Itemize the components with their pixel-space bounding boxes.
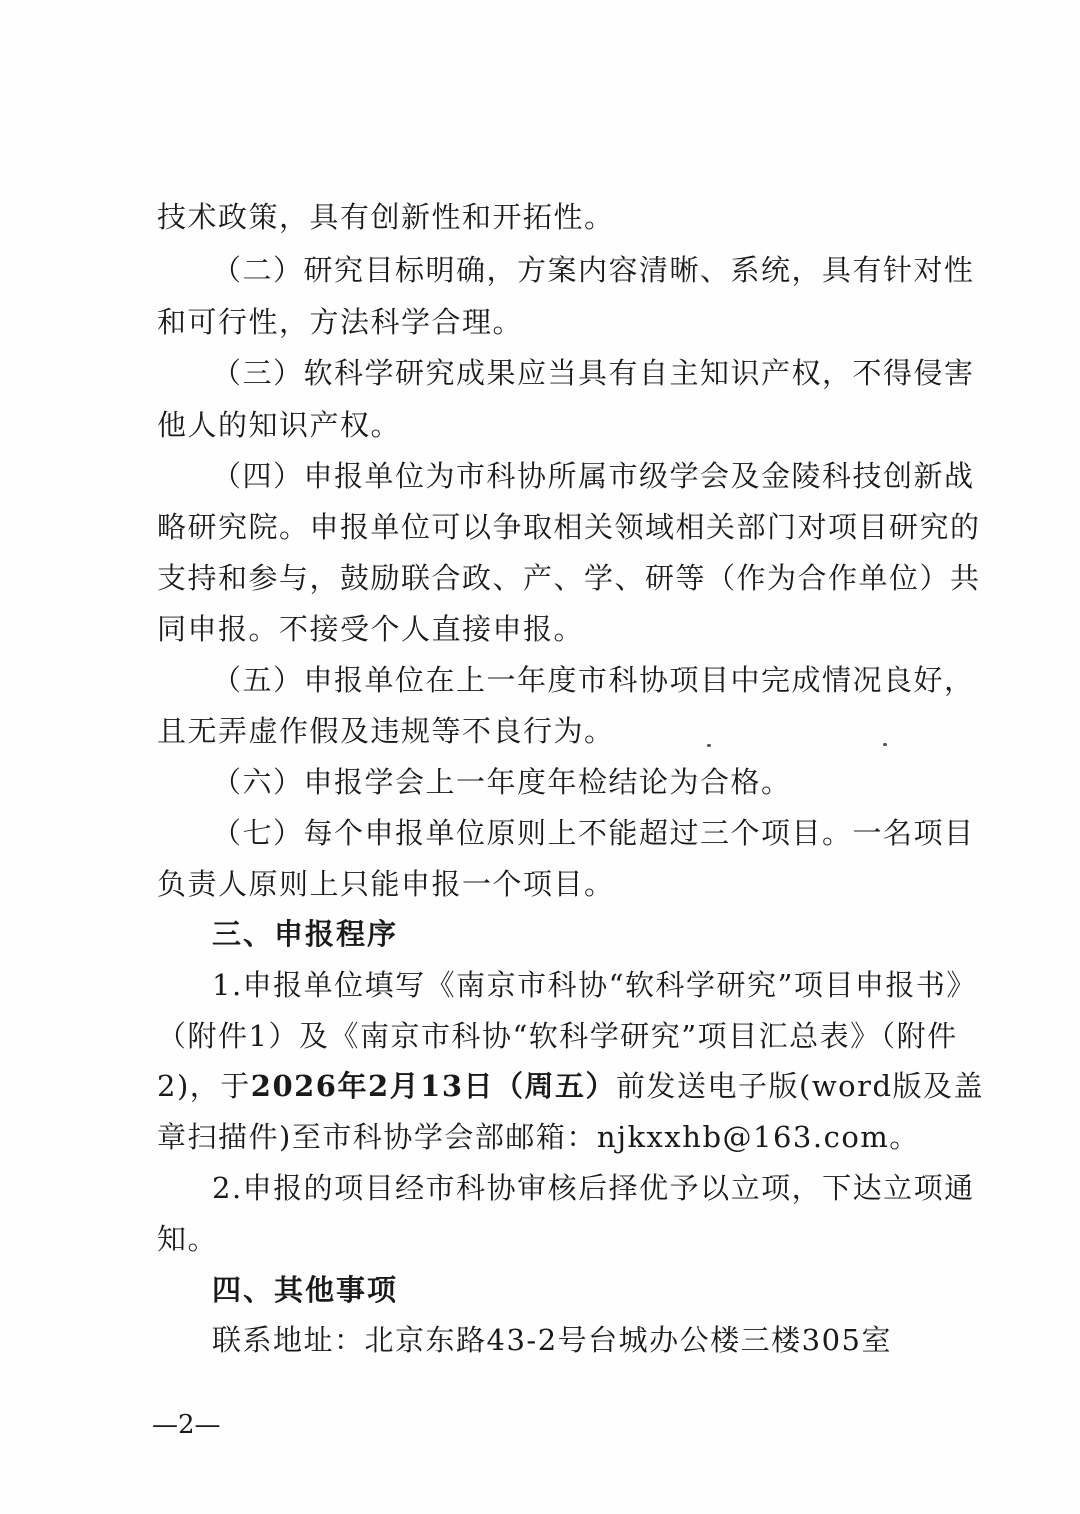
paragraph-line: （六）申报学会上一年度年检结论为合格。 (212, 765, 792, 799)
paragraph-line: （五）申报单位在上一年度市科协项目中完成情况良好， (212, 663, 975, 697)
paragraph-line-deadline (157, 1066, 985, 1106)
scan-speck (707, 744, 711, 747)
paragraph-line-email: 章扫描件)至市科协学会部邮箱：njkxxhb@163.com。 (157, 1120, 920, 1154)
paragraph-line: 和可行性，方法科学合理。 (157, 305, 524, 339)
deadline-date: 2026年2月13日（周五） (250, 1069, 617, 1103)
page-number: —2— (152, 1410, 221, 1440)
paragraph-line: 他人的知识产权。 (157, 408, 402, 442)
scan-speck (883, 743, 887, 746)
section-heading-other: 四、其他事项 (212, 1273, 399, 1307)
paragraph-line: 且无弄虚作假及违规等不良行为。 (157, 714, 615, 748)
paragraph-line: （三）软科学研究成果应当具有自主知识产权，不得侵害 (212, 356, 975, 390)
contact-address: 联系地址：北京东路43-2号台城办公楼三楼305室 (212, 1323, 893, 1357)
paragraph-line: 略研究院。申报单位可以争取相关领域相关部门对项目研究的 (157, 510, 981, 544)
paragraph-line: 1.申报单位填写《南京市科协“软科学研究”项目申报书》 (212, 968, 977, 1002)
paragraph-line: 知。 (157, 1222, 219, 1256)
paragraph-line: （二）研究目标明确，方案内容清晰、系统，具有针对性 (212, 253, 975, 287)
deadline-suffix: 前发送电子版(word版及盖 (616, 1069, 985, 1103)
paragraph-line: 2.申报的项目经市科协审核后择优予以立项，下达立项通 (212, 1171, 975, 1205)
paragraph-line: 支持和参与，鼓励联合政、产、学、研等（作为合作单位）共 (157, 561, 981, 595)
section-heading-procedure: 三、申报程序 (212, 917, 399, 951)
paragraph-line: （四）申报单位为市科协所属市级学会及金陵科技创新战 (212, 459, 975, 493)
paragraph-line: 负责人原则上只能申报一个项目。 (157, 867, 615, 901)
paragraph-line: 技术政策，具有创新性和开拓性。 (157, 200, 615, 234)
deadline-prefix: 2)，于 (157, 1069, 251, 1103)
paragraph-line: （附件1）及《南京市科协“软科学研究”项目汇总表》（附件 (157, 1019, 958, 1053)
paragraph-line: （七）每个申报单位原则上不能超过三个项目。一名项目 (212, 816, 975, 850)
paragraph-line: 同申报。不接受个人直接申报。 (157, 612, 585, 646)
